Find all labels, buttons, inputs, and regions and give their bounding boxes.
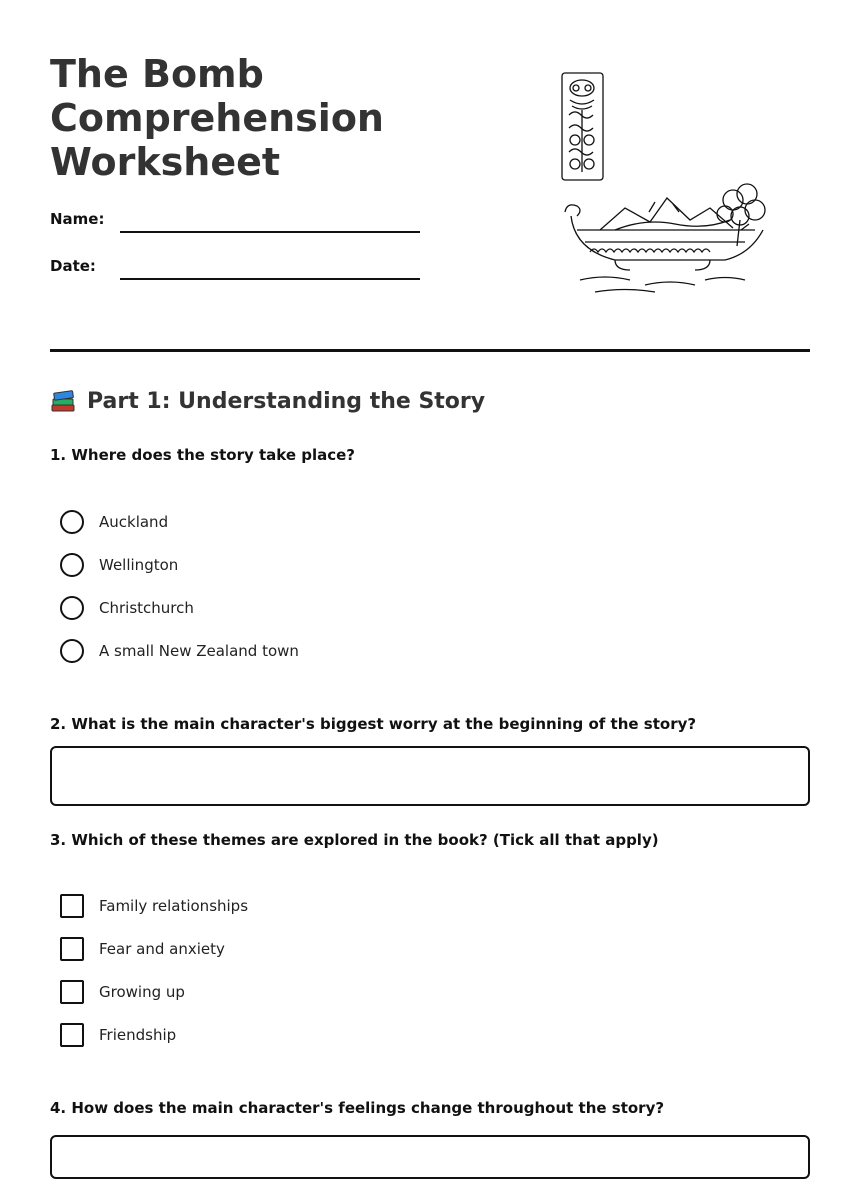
option-label: Wellington [99, 556, 179, 574]
option-small-town[interactable] [60, 638, 299, 664]
option-christchurch[interactable] [60, 595, 194, 621]
checkbox[interactable] [60, 937, 84, 961]
title-line: Worksheet [50, 140, 281, 184]
title-line: Comprehension [50, 96, 384, 140]
date-label: Date: [50, 257, 96, 275]
header-illustration [555, 70, 780, 305]
checkbox[interactable] [60, 1023, 84, 1047]
radio-button[interactable] [60, 596, 84, 620]
option-label: Auckland [99, 513, 169, 531]
worksheet-title [50, 52, 470, 184]
answer-box-2[interactable] [50, 746, 810, 806]
option-label: Friendship [99, 1026, 177, 1044]
option-growing-up[interactable] [60, 979, 185, 1005]
title-line: The Bomb [50, 52, 264, 96]
part1-heading-text: Part 1: Understanding the Story [87, 388, 486, 414]
name-label: Name: [50, 210, 105, 228]
radio-button[interactable] [60, 510, 84, 534]
option-label: Growing up [99, 983, 185, 1001]
option-label: Family relationships [99, 897, 249, 915]
waka-canoe-icon [565, 205, 763, 292]
question-1: 1. Where does the story take place? [50, 446, 355, 464]
mountains-icon [600, 198, 733, 230]
name-field[interactable] [120, 231, 420, 233]
option-label: Fear and anxiety [99, 940, 225, 958]
section-divider [50, 349, 810, 352]
question-3: 3. Which of these themes are explored in the book? (Tick all that apply) [50, 831, 659, 849]
books-icon [50, 388, 76, 414]
option-friendship[interactable] [60, 1022, 176, 1048]
option-family-relationships[interactable] [60, 893, 248, 919]
checkbox[interactable] [60, 980, 84, 1004]
tiki-carving-icon [562, 73, 603, 180]
option-fear-anxiety[interactable] [60, 936, 225, 962]
answer-box-4[interactable] [50, 1135, 810, 1179]
option-wellington[interactable] [60, 552, 178, 578]
pohutukawa-tree-icon [717, 184, 765, 246]
date-field[interactable] [120, 278, 420, 280]
part1-heading [50, 388, 485, 414]
radio-button[interactable] [60, 639, 84, 663]
option-label: Christchurch [99, 599, 194, 617]
question-4: 4. How does the main character's feelings change throughout the story? [50, 1099, 665, 1117]
option-auckland[interactable] [60, 509, 168, 535]
option-label: A small New Zealand town [99, 642, 299, 660]
radio-button[interactable] [60, 553, 84, 577]
checkbox[interactable] [60, 894, 84, 918]
question-2: 2. What is the main character's biggest worry at the beginning of the story? [50, 715, 697, 733]
